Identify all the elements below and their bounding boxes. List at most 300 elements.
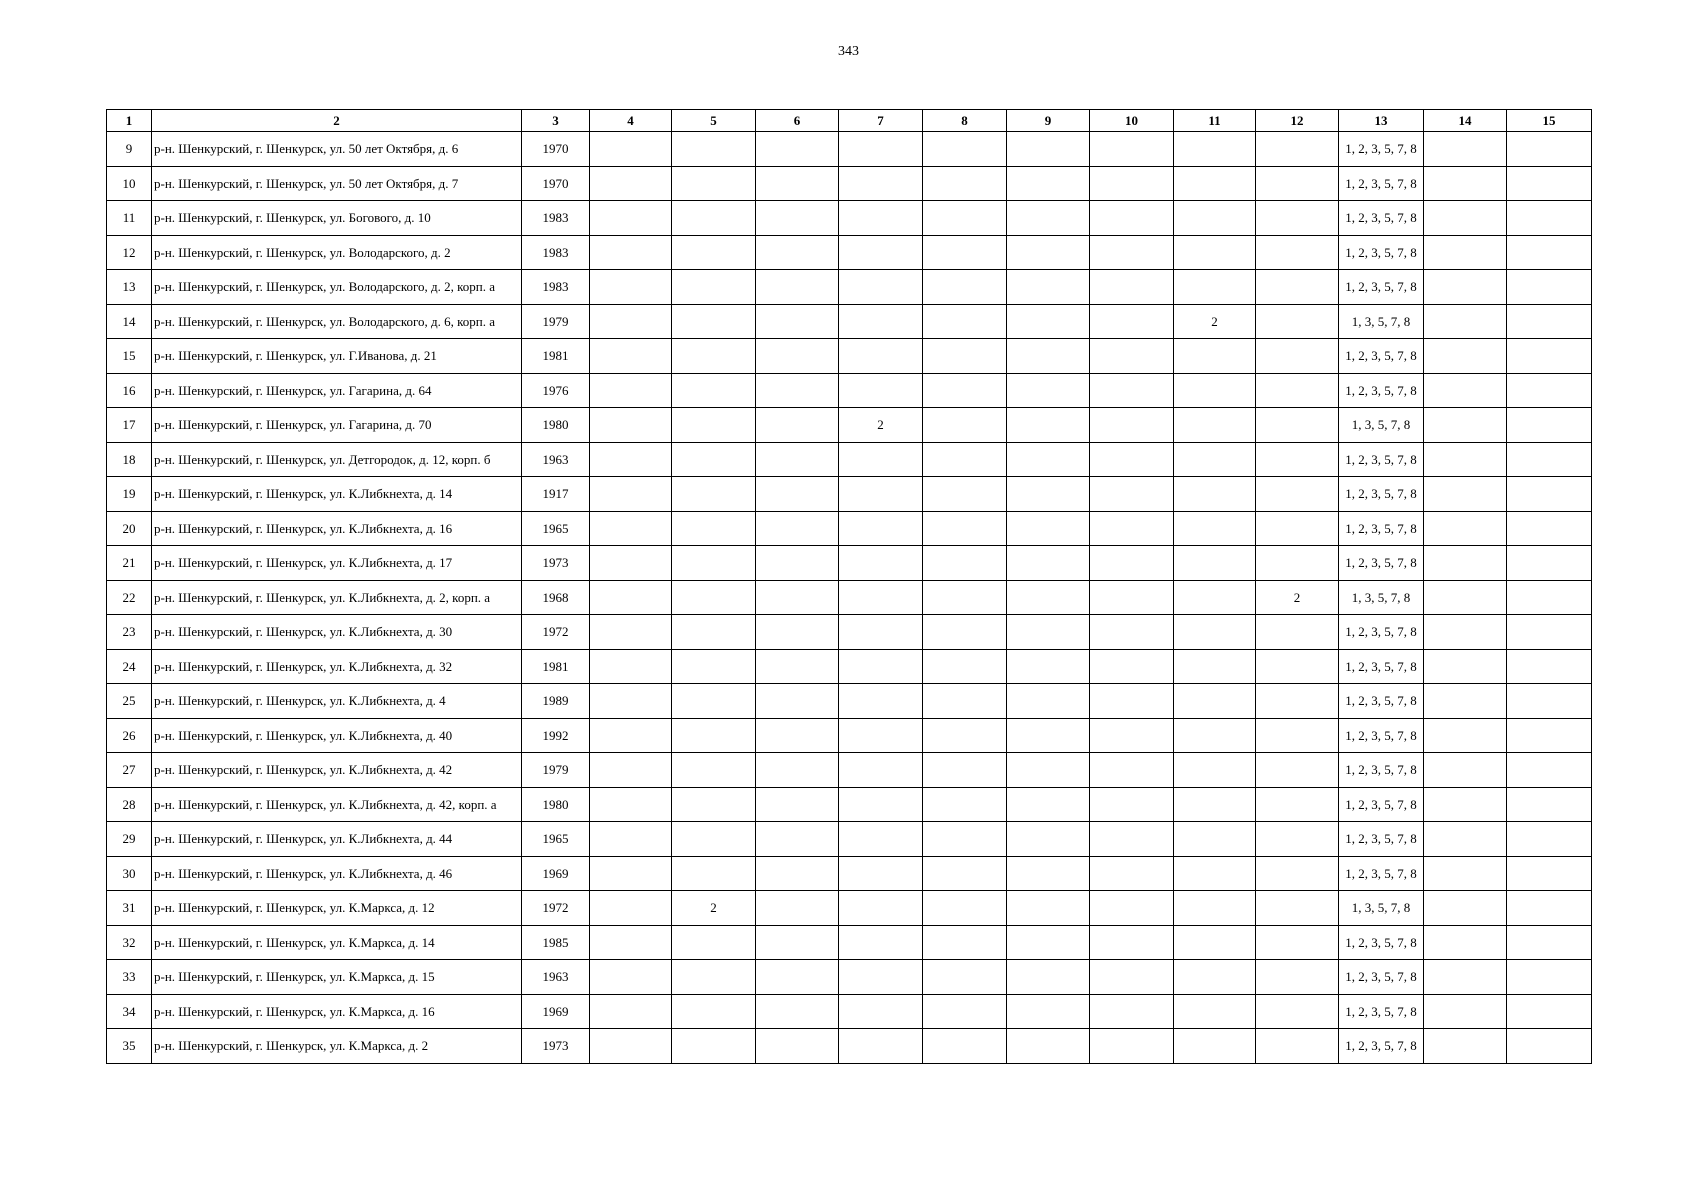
- col-10-cell: [1090, 856, 1174, 891]
- col-14-cell: [1424, 477, 1507, 512]
- col-9-cell: [1007, 304, 1090, 339]
- row-number-cell: 14: [107, 304, 152, 339]
- col-10-cell: [1090, 615, 1174, 650]
- col-8-cell: [923, 373, 1007, 408]
- col-13-cell: 1, 2, 3, 5, 7, 8: [1339, 925, 1424, 960]
- column-header: 7: [839, 110, 923, 132]
- col-6-cell: [756, 615, 839, 650]
- col-15-cell: [1507, 339, 1592, 374]
- col-4-cell: [590, 132, 672, 167]
- col-12-cell: [1256, 304, 1339, 339]
- col-13-cell: 1, 2, 3, 5, 7, 8: [1339, 373, 1424, 408]
- row-number-cell: 31: [107, 891, 152, 926]
- col-14-cell: [1424, 615, 1507, 650]
- table-row: [107, 1029, 1592, 1064]
- col-15-cell: [1507, 684, 1592, 719]
- col-8-cell: [923, 822, 1007, 857]
- col-9-cell: [1007, 753, 1090, 788]
- col-14-cell: [1424, 304, 1507, 339]
- col-4-cell: [590, 753, 672, 788]
- col-4-cell: [590, 615, 672, 650]
- col-12-cell: [1256, 615, 1339, 650]
- col-8-cell: [923, 408, 1007, 443]
- table-row: [107, 856, 1592, 891]
- col-8-cell: [923, 546, 1007, 581]
- col-6-cell: [756, 822, 839, 857]
- col-8-cell: [923, 132, 1007, 167]
- row-number-cell: 15: [107, 339, 152, 374]
- address-cell: р-н. Шенкурский, г. Шенкурск, ул. К.Либкнехта, д. 17: [152, 546, 522, 581]
- table-row: [107, 994, 1592, 1029]
- col-5-cell: [672, 235, 756, 270]
- year-cell: 1980: [522, 408, 590, 443]
- column-header: 13: [1339, 110, 1424, 132]
- col-7-cell: [839, 615, 923, 650]
- column-header: 14: [1424, 110, 1507, 132]
- col-4-cell: [590, 1029, 672, 1064]
- col-5-cell: [672, 511, 756, 546]
- col-4-cell: [590, 787, 672, 822]
- col-11-cell: 2: [1174, 304, 1256, 339]
- col-4-cell: [590, 649, 672, 684]
- col-12-cell: [1256, 1029, 1339, 1064]
- col-4-cell: [590, 546, 672, 581]
- col-9-cell: [1007, 442, 1090, 477]
- col-10-cell: [1090, 166, 1174, 201]
- table-row: [107, 477, 1592, 512]
- col-12-cell: [1256, 925, 1339, 960]
- col-13-cell: 1, 2, 3, 5, 7, 8: [1339, 615, 1424, 650]
- address-cell: р-н. Шенкурский, г. Шенкурск, ул. К.Либкнехта, д. 44: [152, 822, 522, 857]
- col-5-cell: [672, 304, 756, 339]
- col-14-cell: [1424, 684, 1507, 719]
- col-7-cell: 2: [839, 408, 923, 443]
- col-8-cell: [923, 511, 1007, 546]
- col-8-cell: [923, 925, 1007, 960]
- year-cell: 1973: [522, 1029, 590, 1064]
- col-13-cell: 1, 3, 5, 7, 8: [1339, 408, 1424, 443]
- col-6-cell: [756, 235, 839, 270]
- col-13-cell: 1, 2, 3, 5, 7, 8: [1339, 787, 1424, 822]
- column-header: 1: [107, 110, 152, 132]
- col-15-cell: [1507, 442, 1592, 477]
- table-row: [107, 718, 1592, 753]
- col-7-cell: [839, 477, 923, 512]
- col-10-cell: [1090, 580, 1174, 615]
- col-4-cell: [590, 718, 672, 753]
- col-11-cell: [1174, 408, 1256, 443]
- address-cell: р-н. Шенкурский, г. Шенкурск, ул. К.Либкнехта, д. 30: [152, 615, 522, 650]
- column-header: 11: [1174, 110, 1256, 132]
- address-cell: р-н. Шенкурский, г. Шенкурск, ул. Гагарина, д. 64: [152, 373, 522, 408]
- year-cell: 1963: [522, 442, 590, 477]
- col-15-cell: [1507, 787, 1592, 822]
- col-7-cell: [839, 891, 923, 926]
- col-4-cell: [590, 201, 672, 236]
- row-number-cell: 21: [107, 546, 152, 581]
- col-15-cell: [1507, 270, 1592, 305]
- address-cell: р-н. Шенкурский, г. Шенкурск, ул. Детгородок, д. 12, корп. б: [152, 442, 522, 477]
- col-7-cell: [839, 235, 923, 270]
- col-15-cell: [1507, 132, 1592, 167]
- col-12-cell: [1256, 649, 1339, 684]
- col-12-cell: [1256, 477, 1339, 512]
- col-4-cell: [590, 960, 672, 995]
- col-12-cell: [1256, 753, 1339, 788]
- address-cell: р-н. Шенкурский, г. Шенкурск, ул. К.Либкнехта, д. 14: [152, 477, 522, 512]
- col-13-cell: 1, 2, 3, 5, 7, 8: [1339, 718, 1424, 753]
- col-12-cell: [1256, 960, 1339, 995]
- row-number-cell: 13: [107, 270, 152, 305]
- col-11-cell: [1174, 270, 1256, 305]
- col-8-cell: [923, 304, 1007, 339]
- col-4-cell: [590, 925, 672, 960]
- col-12-cell: [1256, 339, 1339, 374]
- col-13-cell: 1, 3, 5, 7, 8: [1339, 304, 1424, 339]
- col-15-cell: [1507, 994, 1592, 1029]
- col-12-cell: [1256, 132, 1339, 167]
- col-14-cell: [1424, 649, 1507, 684]
- col-15-cell: [1507, 201, 1592, 236]
- col-8-cell: [923, 580, 1007, 615]
- table-row: [107, 339, 1592, 374]
- col-15-cell: [1507, 753, 1592, 788]
- col-12-cell: 2: [1256, 580, 1339, 615]
- address-cell: р-н. Шенкурский, г. Шенкурск, ул. К.Либкнехта, д. 40: [152, 718, 522, 753]
- col-9-cell: [1007, 477, 1090, 512]
- col-6-cell: [756, 891, 839, 926]
- address-cell: р-н. Шенкурский, г. Шенкурск, ул. 50 лет Октября, д. 6: [152, 132, 522, 167]
- col-11-cell: [1174, 994, 1256, 1029]
- table-row: [107, 201, 1592, 236]
- col-14-cell: [1424, 753, 1507, 788]
- col-8-cell: [923, 753, 1007, 788]
- col-13-cell: 1, 2, 3, 5, 7, 8: [1339, 1029, 1424, 1064]
- col-15-cell: [1507, 511, 1592, 546]
- col-9-cell: [1007, 684, 1090, 719]
- col-5-cell: [672, 270, 756, 305]
- col-15-cell: [1507, 822, 1592, 857]
- col-11-cell: [1174, 546, 1256, 581]
- col-6-cell: [756, 270, 839, 305]
- col-4-cell: [590, 684, 672, 719]
- col-6-cell: [756, 925, 839, 960]
- col-12-cell: [1256, 718, 1339, 753]
- col-6-cell: [756, 649, 839, 684]
- col-5-cell: [672, 753, 756, 788]
- col-5-cell: [672, 546, 756, 581]
- header-row: [107, 110, 1592, 132]
- year-cell: 1979: [522, 304, 590, 339]
- address-cell: р-н. Шенкурский, г. Шенкурск, ул. Богового, д. 10: [152, 201, 522, 236]
- col-9-cell: [1007, 235, 1090, 270]
- column-header: 9: [1007, 110, 1090, 132]
- col-9-cell: [1007, 132, 1090, 167]
- row-number-cell: 18: [107, 442, 152, 477]
- col-4-cell: [590, 373, 672, 408]
- address-cell: р-н. Шенкурский, г. Шенкурск, ул. К.Маркса, д. 12: [152, 891, 522, 926]
- row-number-cell: 33: [107, 960, 152, 995]
- column-header: 15: [1507, 110, 1592, 132]
- address-cell: р-н. Шенкурский, г. Шенкурск, ул. К.Маркса, д. 15: [152, 960, 522, 995]
- row-number-cell: 17: [107, 408, 152, 443]
- col-5-cell: [672, 166, 756, 201]
- year-cell: 1981: [522, 649, 590, 684]
- col-7-cell: [839, 132, 923, 167]
- col-15-cell: [1507, 856, 1592, 891]
- col-7-cell: [839, 960, 923, 995]
- col-9-cell: [1007, 511, 1090, 546]
- col-10-cell: [1090, 132, 1174, 167]
- col-15-cell: [1507, 546, 1592, 581]
- table-row: [107, 511, 1592, 546]
- col-8-cell: [923, 960, 1007, 995]
- year-cell: 1992: [522, 718, 590, 753]
- col-4-cell: [590, 339, 672, 374]
- col-4-cell: [590, 822, 672, 857]
- row-number-cell: 23: [107, 615, 152, 650]
- col-12-cell: [1256, 856, 1339, 891]
- col-4-cell: [590, 166, 672, 201]
- table-row: [107, 270, 1592, 305]
- address-cell: р-н. Шенкурский, г. Шенкурск, ул. Гагарина, д. 70: [152, 408, 522, 443]
- column-header: 6: [756, 110, 839, 132]
- year-cell: 1970: [522, 132, 590, 167]
- col-15-cell: [1507, 408, 1592, 443]
- address-cell: р-н. Шенкурский, г. Шенкурск, ул. Володарского, д. 2, корп. а: [152, 270, 522, 305]
- address-cell: р-н. Шенкурский, г. Шенкурск, ул. К.Либкнехта, д. 32: [152, 649, 522, 684]
- col-11-cell: [1174, 132, 1256, 167]
- col-7-cell: [839, 1029, 923, 1064]
- col-14-cell: [1424, 718, 1507, 753]
- address-cell: р-н. Шенкурский, г. Шенкурск, ул. Володарского, д. 2: [152, 235, 522, 270]
- table-row: [107, 546, 1592, 581]
- col-4-cell: [590, 891, 672, 926]
- address-cell: р-н. Шенкурский, г. Шенкурск, ул. К.Маркса, д. 16: [152, 994, 522, 1029]
- col-4-cell: [590, 408, 672, 443]
- col-5-cell: 2: [672, 891, 756, 926]
- col-8-cell: [923, 891, 1007, 926]
- col-7-cell: [839, 580, 923, 615]
- table-row: [107, 408, 1592, 443]
- row-number-cell: 24: [107, 649, 152, 684]
- row-number-cell: 10: [107, 166, 152, 201]
- col-10-cell: [1090, 960, 1174, 995]
- col-10-cell: [1090, 684, 1174, 719]
- col-12-cell: [1256, 408, 1339, 443]
- col-13-cell: 1, 3, 5, 7, 8: [1339, 580, 1424, 615]
- col-10-cell: [1090, 546, 1174, 581]
- col-14-cell: [1424, 580, 1507, 615]
- col-7-cell: [839, 684, 923, 719]
- col-5-cell: [672, 1029, 756, 1064]
- col-14-cell: [1424, 891, 1507, 926]
- col-15-cell: [1507, 235, 1592, 270]
- col-8-cell: [923, 201, 1007, 236]
- year-cell: 1981: [522, 339, 590, 374]
- year-cell: 1965: [522, 511, 590, 546]
- table-row: [107, 304, 1592, 339]
- col-8-cell: [923, 442, 1007, 477]
- row-number-cell: 11: [107, 201, 152, 236]
- col-7-cell: [839, 822, 923, 857]
- col-13-cell: 1, 2, 3, 5, 7, 8: [1339, 132, 1424, 167]
- col-11-cell: [1174, 925, 1256, 960]
- col-11-cell: [1174, 511, 1256, 546]
- table-row: [107, 684, 1592, 719]
- row-number-cell: 29: [107, 822, 152, 857]
- col-14-cell: [1424, 201, 1507, 236]
- col-11-cell: [1174, 822, 1256, 857]
- col-11-cell: [1174, 960, 1256, 995]
- row-number-cell: 28: [107, 787, 152, 822]
- col-14-cell: [1424, 132, 1507, 167]
- col-13-cell: 1, 3, 5, 7, 8: [1339, 891, 1424, 926]
- col-11-cell: [1174, 787, 1256, 822]
- col-9-cell: [1007, 546, 1090, 581]
- col-11-cell: [1174, 615, 1256, 650]
- col-14-cell: [1424, 373, 1507, 408]
- col-9-cell: [1007, 339, 1090, 374]
- col-9-cell: [1007, 649, 1090, 684]
- col-6-cell: [756, 442, 839, 477]
- col-11-cell: [1174, 856, 1256, 891]
- col-10-cell: [1090, 718, 1174, 753]
- year-cell: 1917: [522, 477, 590, 512]
- row-number-cell: 16: [107, 373, 152, 408]
- col-6-cell: [756, 994, 839, 1029]
- col-4-cell: [590, 994, 672, 1029]
- col-8-cell: [923, 615, 1007, 650]
- address-cell: р-н. Шенкурский, г. Шенкурск, ул. К.Либкнехта, д. 42: [152, 753, 522, 788]
- col-11-cell: [1174, 442, 1256, 477]
- col-11-cell: [1174, 201, 1256, 236]
- col-15-cell: [1507, 891, 1592, 926]
- col-13-cell: 1, 2, 3, 5, 7, 8: [1339, 960, 1424, 995]
- col-10-cell: [1090, 994, 1174, 1029]
- col-10-cell: [1090, 822, 1174, 857]
- col-15-cell: [1507, 615, 1592, 650]
- col-13-cell: 1, 2, 3, 5, 7, 8: [1339, 511, 1424, 546]
- row-number-cell: 25: [107, 684, 152, 719]
- year-cell: 1985: [522, 925, 590, 960]
- col-6-cell: [756, 304, 839, 339]
- col-14-cell: [1424, 856, 1507, 891]
- col-12-cell: [1256, 166, 1339, 201]
- col-4-cell: [590, 442, 672, 477]
- col-13-cell: 1, 2, 3, 5, 7, 8: [1339, 270, 1424, 305]
- col-6-cell: [756, 132, 839, 167]
- col-9-cell: [1007, 994, 1090, 1029]
- col-14-cell: [1424, 925, 1507, 960]
- col-15-cell: [1507, 580, 1592, 615]
- col-11-cell: [1174, 753, 1256, 788]
- col-14-cell: [1424, 442, 1507, 477]
- col-10-cell: [1090, 408, 1174, 443]
- column-header: 12: [1256, 110, 1339, 132]
- year-cell: 1983: [522, 201, 590, 236]
- col-7-cell: [839, 442, 923, 477]
- col-11-cell: [1174, 477, 1256, 512]
- year-cell: 1963: [522, 960, 590, 995]
- col-9-cell: [1007, 580, 1090, 615]
- col-15-cell: [1507, 960, 1592, 995]
- col-8-cell: [923, 856, 1007, 891]
- col-9-cell: [1007, 201, 1090, 236]
- col-13-cell: 1, 2, 3, 5, 7, 8: [1339, 201, 1424, 236]
- col-13-cell: 1, 2, 3, 5, 7, 8: [1339, 649, 1424, 684]
- col-6-cell: [756, 511, 839, 546]
- col-12-cell: [1256, 373, 1339, 408]
- col-7-cell: [839, 649, 923, 684]
- col-10-cell: [1090, 1029, 1174, 1064]
- col-11-cell: [1174, 166, 1256, 201]
- col-11-cell: [1174, 580, 1256, 615]
- table-row: [107, 132, 1592, 167]
- col-8-cell: [923, 684, 1007, 719]
- col-5-cell: [672, 201, 756, 236]
- col-15-cell: [1507, 718, 1592, 753]
- col-15-cell: [1507, 1029, 1592, 1064]
- table-row: [107, 753, 1592, 788]
- col-7-cell: [839, 166, 923, 201]
- col-8-cell: [923, 235, 1007, 270]
- col-10-cell: [1090, 201, 1174, 236]
- row-number-cell: 30: [107, 856, 152, 891]
- col-14-cell: [1424, 1029, 1507, 1064]
- year-cell: 1976: [522, 373, 590, 408]
- col-6-cell: [756, 684, 839, 719]
- col-5-cell: [672, 132, 756, 167]
- col-5-cell: [672, 580, 756, 615]
- col-10-cell: [1090, 753, 1174, 788]
- row-number-cell: 20: [107, 511, 152, 546]
- year-cell: 1983: [522, 270, 590, 305]
- row-number-cell: 9: [107, 132, 152, 167]
- col-14-cell: [1424, 960, 1507, 995]
- col-4-cell: [590, 511, 672, 546]
- register-table: [106, 109, 1592, 1064]
- year-cell: 1969: [522, 856, 590, 891]
- col-11-cell: [1174, 891, 1256, 926]
- col-7-cell: [839, 201, 923, 236]
- col-13-cell: 1, 2, 3, 5, 7, 8: [1339, 753, 1424, 788]
- col-15-cell: [1507, 166, 1592, 201]
- col-6-cell: [756, 339, 839, 374]
- col-15-cell: [1507, 925, 1592, 960]
- col-13-cell: 1, 2, 3, 5, 7, 8: [1339, 822, 1424, 857]
- col-9-cell: [1007, 822, 1090, 857]
- col-7-cell: [839, 546, 923, 581]
- col-5-cell: [672, 442, 756, 477]
- col-10-cell: [1090, 477, 1174, 512]
- col-6-cell: [756, 856, 839, 891]
- col-9-cell: [1007, 856, 1090, 891]
- year-cell: 1965: [522, 822, 590, 857]
- col-8-cell: [923, 787, 1007, 822]
- col-14-cell: [1424, 166, 1507, 201]
- col-4-cell: [590, 580, 672, 615]
- col-9-cell: [1007, 718, 1090, 753]
- column-header: 8: [923, 110, 1007, 132]
- col-8-cell: [923, 270, 1007, 305]
- col-13-cell: 1, 2, 3, 5, 7, 8: [1339, 166, 1424, 201]
- col-5-cell: [672, 615, 756, 650]
- col-12-cell: [1256, 994, 1339, 1029]
- col-5-cell: [672, 994, 756, 1029]
- row-number-cell: 22: [107, 580, 152, 615]
- col-9-cell: [1007, 270, 1090, 305]
